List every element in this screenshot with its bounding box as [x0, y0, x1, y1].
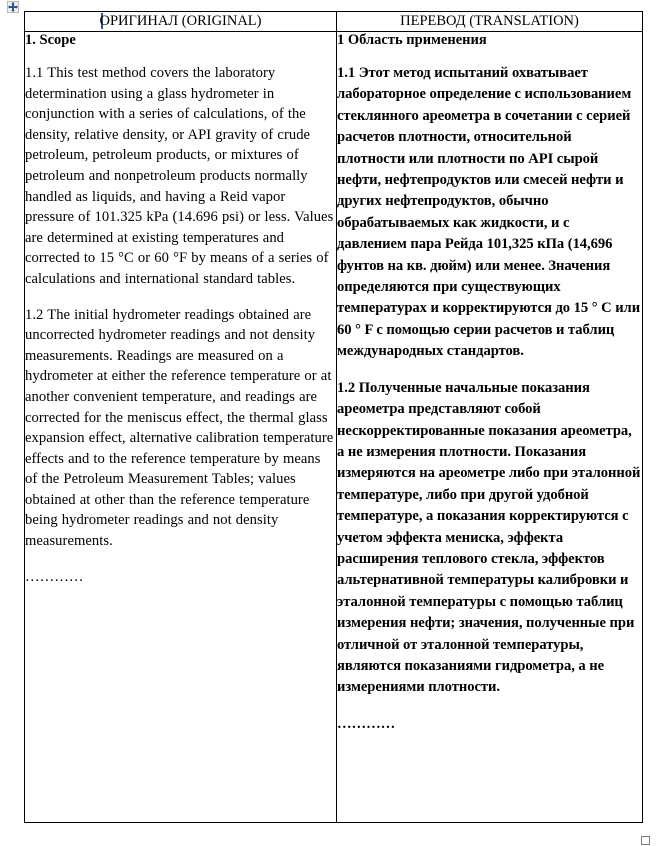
header-cell-original[interactable] — [25, 12, 337, 32]
paragraph-1-1-translation: 1.1 Этот метод испытаний охватывает лабораторное определение с использованием стеклянного ареометра в сочетании с серией расчетов плотности, относительной плотности или плотности по API сырой нефти, нефтепродуктов или смесей нефти и других нефтепродуктов, обычно обрабатываемых как жидкости, и с давлением пара Рейда 101,325 кПа (14,696 фунтов на кв. дюйм) или менее. Значения определяются при существующих температурах и корректируются до 15 ° С или 60 ° F с помощью серии расчетов и таблиц международных стандартов. — [337, 65, 641, 360]
translation-table[interactable] — [24, 11, 643, 823]
table-header-row — [25, 12, 643, 32]
header-label-translation: ПЕРЕВОД (TRANSLATION) — [400, 13, 579, 29]
table-row — [25, 32, 643, 823]
table-move-handle-icon[interactable] — [7, 1, 19, 13]
ellipsis-translation: ………… — [337, 715, 396, 732]
header-label-original: ОРИГИНАЛ (ORIGINAL) — [99, 13, 262, 29]
table-resize-handle-icon[interactable] — [641, 836, 650, 845]
cell-original-text[interactable] — [25, 32, 337, 823]
ellipsis-original: ………… — [25, 568, 84, 585]
section-title-original: 1. Scope — [25, 32, 76, 48]
section-title-translation: 1 Область применения — [337, 32, 487, 48]
paragraph-1-2-original: 1.2 The initial hydrometer readings obtained are uncorrected hydrometer readings and not density measurements. Readings are measured on a hydrometer at either the reference temperature or at another convenient temperature, and readings are corrected for the meniscus effect, the thermal glass expansion effect, alternative calibration temperature effects and to the reference temperature by means of the Petroleum Measurement Tables; values obtained at other than the reference temperature being hydrometer readings and not density measurements. — [25, 306, 334, 550]
paragraph-1-1-original: 1.1 This test method covers the laboratory determination using a glass hydrometer in conjunction with a series of calculations, of the density, relative density, or API gravity of crude petroleum, petroleum products, or mixtures of petroleum and nonpetroleum products normally handled as liquids, and having a Reid vapor pressure of 101.325 kPa (14.696 psi) or less. Values are determined at existing temperatures and corrected to 15 °C or 60 °F by means of a series of calculations and international standard tables. — [25, 65, 334, 287]
cell-translation-text[interactable] — [337, 32, 643, 823]
paragraph-1-2-translation: 1.2 Полученные начальные показания ареометра представляют собой нескорректированные показания ареометра, а не измерения плотности. Показания измеряются на ареометре либо при эталонной температуре, либо при другой удобной температуре, а показания корректируются с учетом эффекта мениска, эффекта расширения теплового стекла, эффектов альтернативной температуры калибровки и эталонной температуры с помощью таблиц измерения нефти; значения, полученные при отличной от эталонной температуры, являются показаниями гидрометра, а не измерениями плотности. — [337, 379, 641, 696]
header-cell-translation[interactable] — [337, 12, 643, 32]
